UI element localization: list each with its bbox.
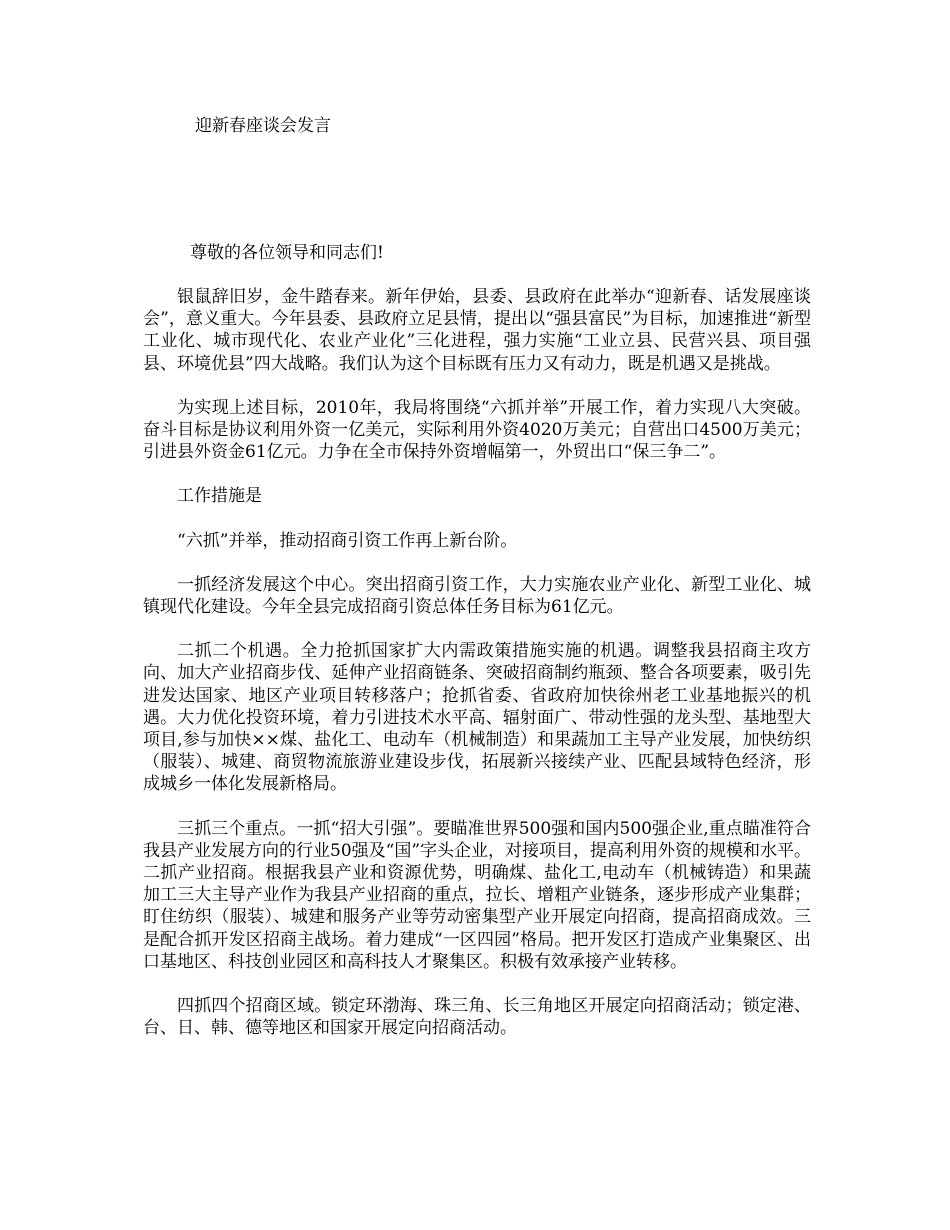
paragraph-six-grabs: “六抓”并举，推动招商引资工作再上新台阶。 — [177, 530, 518, 551]
paragraph-targets: 为实现上述目标，2010年，我局将围绕“六抓并举”开展工作，着力实现八大突破。奋斗目标是协议利用外资一亿美元，实际利用外资4020万美元；自营出口4500万美元；引进县外资金61亿元。力争在全市保持外资增幅第一，外贸出口“保三争二”。 — [143, 397, 811, 463]
paragraph-opening: 银鼠辞旧岁，金牛踏春来。新年伊始，县委、县政府在此举办“迎新春、话发展座谈会”，意义重大。今年县委、县政府立足县情，提出以“强县富民”为目标，加速推进“新型工业化、城市现代化、农业产业化”三化进程，强力实施“工业立县、民营兴县、项目强县、环境优县”四大战略。我们认为这个目标既有压力又有动力，既是机遇又是挑战。 — [143, 287, 811, 374]
document-title: 迎新春座谈会发言 — [195, 116, 331, 136]
paragraph-second-grab: 二抓二个机遇。全力抢抓国家扩大内需政策措施实施的机遇。调整我县招商主攻方向、加大产业招商步伐、延伸产业招商链条、突破招商制约瓶颈、整合各项要素，吸引先进发达国家、地区产业项目转移落户；抢抓省委、省政府加快徐州老工业基地振兴的机遇。大力优化投资环境，着力引进技术水平高、辐射面广、带动性强的龙头型、基地型大项目,参与加快××煤、盐化工、电动车（机械制造）和果蔬加工主导产业发展，加快纺织（服装）、城建、商贸物流旅游业建设步伐，拓展新兴接续产业、匹配县域特色经济，形成城乡一体化发展新格局。 — [143, 641, 811, 795]
paragraph-third-grab: 三抓三个重点。一抓“招大引强”。要瞄准世界500强和国内500强企业,重点瞄准符合我县产业发展方向的行业50强及“国”字头企业，对接项目，提高利用外资的规模和水平。二抓产业招商。根据我县产业和资源优势，明确煤、盐化工,电动车（机械铸造）和果蔬加工三大主导产业作为我县产业招商的重点，拉长、增粗产业链条，逐步形成产业集群；盯住纺织（服装）、城建和服务产业等劳动密集型产业开展定向招商，提高招商成效。三是配合抓开发区招商主战场。着力建成“一区四园”格局。把开发区打造成产业集聚区、出口基地区、科技创业园区和高科技人才聚集区。积极有效承接产业转移。 — [143, 818, 812, 972]
paragraph-measures-heading: 工作措施是 — [177, 486, 262, 507]
paragraph-first-grab: 一抓经济发展这个中心。突出招商引资工作，大力实施农业产业化、新型工业化、城镇现代化建设。今年全县完成招商引资总体任务目标为61亿元。 — [143, 574, 811, 618]
greeting: 尊敬的各位领导和同志们! — [190, 243, 384, 263]
paragraph-fourth-grab: 四抓四个招商区域。锁定环渤海、珠三角、长三角地区开展定向招商活动；锁定港、台、日、韩、德等地区和国家开展定向招商活动。 — [143, 996, 811, 1039]
document-body — [143, 286, 811, 1061]
